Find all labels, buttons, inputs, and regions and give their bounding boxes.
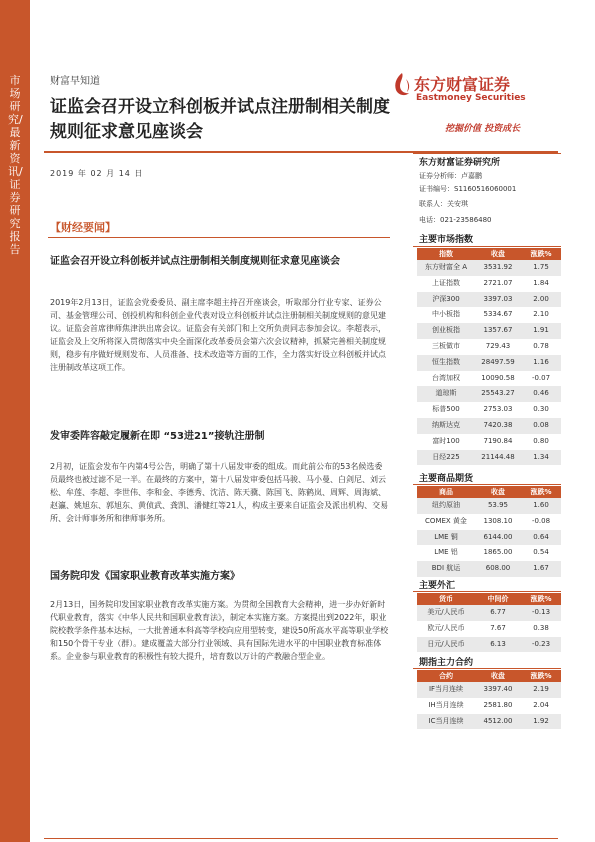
article-body-3: 2月13日，国务院印发国家职业教育改革实施方案。为贯彻全国教育大会精神，进一步办好新时代职业教育，落实《中华人民共和国职业教育法》，制定本实施方案。方案提出到2022年，职业院校教学条件基本达标，一大批普通本科高等学校向应用型转变，建设50所高水平高等职业学校和150个骨干专业（群）。建成覆盖大部分行业领域、具有国际先进水平的中国职业教育标准体系。企业参与职业教育的积极性有较大提升，培育数以万计的产教融合型企业。 [50,600,389,661]
table-cell: 6.13 [490,639,506,648]
table-header-cell: 货币 [439,595,453,603]
analyst-name: 证券分析师：卢嘉鹏 [419,172,482,180]
table-cell: -0.23 [531,639,551,648]
table-row [417,386,561,402]
table-cell: 2581.80 [483,700,513,709]
table-cell: 6.77 [490,608,506,616]
footer-divider [44,838,558,839]
logo-en: Eastmoney Securities [416,93,526,103]
table-divider-futures [413,668,561,669]
table-row [417,434,561,450]
table-row [417,418,561,434]
slogan: 挖掘价值 投资成长 [445,124,521,134]
table-cell: 0.54 [533,548,549,557]
table-cell: 0.64 [533,532,549,541]
table-header-row [417,486,561,498]
table-cell: 729.43 [485,341,511,350]
table-cell: 0.38 [533,623,549,632]
table-cell: 53.95 [487,501,509,509]
logo-mark-icon [392,72,412,98]
table-cell: 0.80 [533,436,549,445]
table-cell: 1.84 [533,278,549,287]
table-cell: 富时100 [432,436,460,445]
table-cell: 0.08 [533,420,549,429]
table-cell: 美元/人民币 [427,608,465,616]
table-header-row [417,593,561,605]
table-row [417,276,561,292]
table-header-cell: 收盘 [491,250,505,258]
table-cell: 3397.03 [483,294,513,303]
analyst-cert: 证书编号：S1160516060001 [419,185,517,193]
table-row [417,402,561,418]
table-divider-indices [413,246,561,247]
commodities-table [417,486,561,577]
table-row [417,339,561,355]
table-header-cell: 涨跌% [530,250,552,258]
page-title: 证监会召开设立科创板并试点注册制相关制度规则征求意见座谈会 [50,97,390,142]
table-cell: 7420.38 [483,420,513,429]
table-cell: 0.46 [533,389,549,398]
table-header-cell: 涨跌% [530,595,552,603]
table-cell: 2.19 [533,685,549,693]
table-cell: 标普500 [432,405,460,414]
report-category: 财富早知道 [50,76,100,87]
table-cell: LME 铝 [434,548,458,557]
indices-table [417,248,561,465]
table-header-cell: 指数 [439,250,453,258]
table-row [417,371,561,387]
institute-divider [413,153,561,154]
futures-table [417,670,561,729]
table-row [417,714,561,730]
table-cell: 21144.48 [481,452,515,461]
logo-cn: 东方财富证券 [414,75,511,94]
table-divider-fx [413,591,561,592]
table-cell: 恒生指数 [432,357,460,366]
table-row [417,355,561,371]
table-cell: IF当月连续 [428,685,464,693]
table-cell: 7190.84 [483,436,513,445]
table-cell: 日经225 [432,452,460,461]
section-divider [48,237,390,238]
table-cell: 纳斯达克 [432,420,460,429]
table-header-cell: 商品 [439,488,453,496]
table-header-cell: 中间价 [487,595,509,603]
table-cell: 2.00 [533,294,549,303]
table-cell: 2.10 [533,310,549,319]
table-cell: 台湾加权 [432,373,460,382]
brand-logo [392,70,562,110]
table-cell: 5334.67 [483,310,513,319]
table-cell: 2721.07 [483,278,513,287]
article-body-2: 2月初，证监会发布午内第4号公告，明确了第十八届发审委的组成。而此前公布的53名候选委员最终也被过滤不足一半。在最终的方案中，第十八届发审委包括马骏、马小曼、白剑尼、刘云松、牟莲、李超、李世伟、李和金、李德秀、沈洁、陈天骥、陈国飞、陈鹤岚、周辉、周海斌、赵瀛、姚旭东、郭旭东、黄侦武、龚凯、潘健红等21人，构成主要来自证监会及派出机构、交易所、会计师事务所和律师事务所。 [50,462,389,523]
table-cell: 608.00 [485,564,511,573]
table-cell: -0.07 [531,373,551,382]
table-cell: 28497.59 [481,357,515,366]
table-cell: 1.91 [533,326,549,335]
table-header-cell: 涨跌% [530,488,552,496]
table-cell: 2753.03 [483,405,513,414]
table-row [417,605,561,621]
table-cell: 7.67 [490,623,506,632]
table-row [417,514,561,530]
table-cell: 0.30 [533,405,549,414]
table-cell: 0.78 [533,341,549,350]
table-row [417,323,561,339]
table-header-row [417,248,561,260]
table-row [417,498,561,514]
table-cell: COMEX 黄金 [425,516,467,525]
table-cell: 1.16 [533,357,549,366]
table-row [417,260,561,276]
table-cell: 3397.40 [483,685,513,693]
table-cell: 1308.10 [483,516,513,525]
table-cell: -0.08 [531,516,551,525]
table-cell: 日元/人民币 [427,639,465,648]
table-cell: 1.75 [533,263,549,271]
table-cell: 2.04 [533,700,549,709]
table-cell: 1357.67 [483,326,513,335]
table-row [417,450,561,466]
table-header-cell: 合约 [439,672,453,680]
table-header-row [417,670,561,682]
table-cell: 25543.27 [481,389,515,398]
table-header-cell: 收盘 [491,672,505,680]
side-band-text: 市场研究/最新资讯/证券研究报告 [8,74,23,256]
table-header-cell: 收盘 [491,488,505,496]
article-title-1: 证监会召开设立科创板并试点注册制相关制度规则征求意见座谈会 [50,256,340,267]
table-cell: 上证指数 [432,278,460,287]
fx-table [417,593,561,652]
table-cell: -0.13 [531,608,551,616]
table-row [417,561,561,577]
table-cell: 4512.00 [483,716,513,725]
section-header: 【财经要闻】 [50,221,116,234]
report-date: 2019 年 02 月 14 日 [50,169,144,178]
table-cell: 欧元/人民币 [427,623,465,632]
table-cell: 创业板指 [432,326,460,335]
article-title-3: 国务院印发《国家职业教育改革实施方案》 [50,571,240,582]
table-cell: IC当月连续 [428,716,464,725]
table-cell: 10090.58 [481,373,515,382]
table-row [417,292,561,308]
table-title-indices: 主要市场指数 [419,235,474,245]
article-body-1: 2019年2月13日，证监会党委委员、副主席李超主持召开座谈会，听取部分行业专家、证券公司、基金管理公司、创投机构和科创企业代表对设立科创板并试点注册制相关制度规则的意见建议。证监会首席律师焦津洪出席会议。证监会有关部门和上交所负责同志参加会议。李超表示，证监会及上交所将深入贯彻落实中央全面深化改革委员会第六次会议精神，抓紧完善相关制度规则，稳步有序做好规则发布、人员准备、技术改造等方面的工作，全力落实好设立科创板并试点注册制改革这项工作。 [50,298,386,372]
contact-name: 联系人：关安琪 [419,200,468,208]
institute-title: 东方财富证券研究所 [419,158,501,168]
table-row [417,307,561,323]
contact-phone: 电话：021-23586480 [419,216,492,224]
table-cell: IH当月连续 [428,700,464,709]
table-cell: 1865.00 [483,548,513,557]
table-cell: 中小板指 [432,310,460,319]
table-title-futures: 期指主力合约 [419,658,474,668]
table-cell: 1.67 [533,564,549,573]
table-cell: LME 铜 [434,532,458,541]
table-cell: 1.92 [533,716,549,725]
table-title-commodities: 主要商品期货 [419,474,474,484]
table-cell: 1.34 [533,452,549,461]
table-row [417,682,561,698]
table-cell: 东方财富全 A [424,263,467,271]
table-cell: BDI 航运 [431,564,461,573]
table-cell: 纽约原油 [432,501,460,509]
table-row [417,698,561,714]
table-cell: 三板做市 [432,341,460,350]
table-row [417,545,561,561]
table-cell: 6144.00 [483,532,513,541]
table-divider-commodities [413,484,561,485]
table-cell: 1.60 [533,501,549,509]
table-row [417,621,561,637]
table-title-fx: 主要外汇 [419,581,456,591]
article-title-2: 发审委阵容敲定履新在即 “53进21”接轨注册制 [50,431,265,442]
side-band [0,0,30,842]
table-cell: 沪深300 [432,294,460,303]
table-row [417,637,561,653]
table-cell: 3531.92 [483,263,513,271]
table-header-cell: 涨跌% [530,672,552,680]
table-row [417,530,561,546]
table-cell: 道琼斯 [435,389,457,398]
